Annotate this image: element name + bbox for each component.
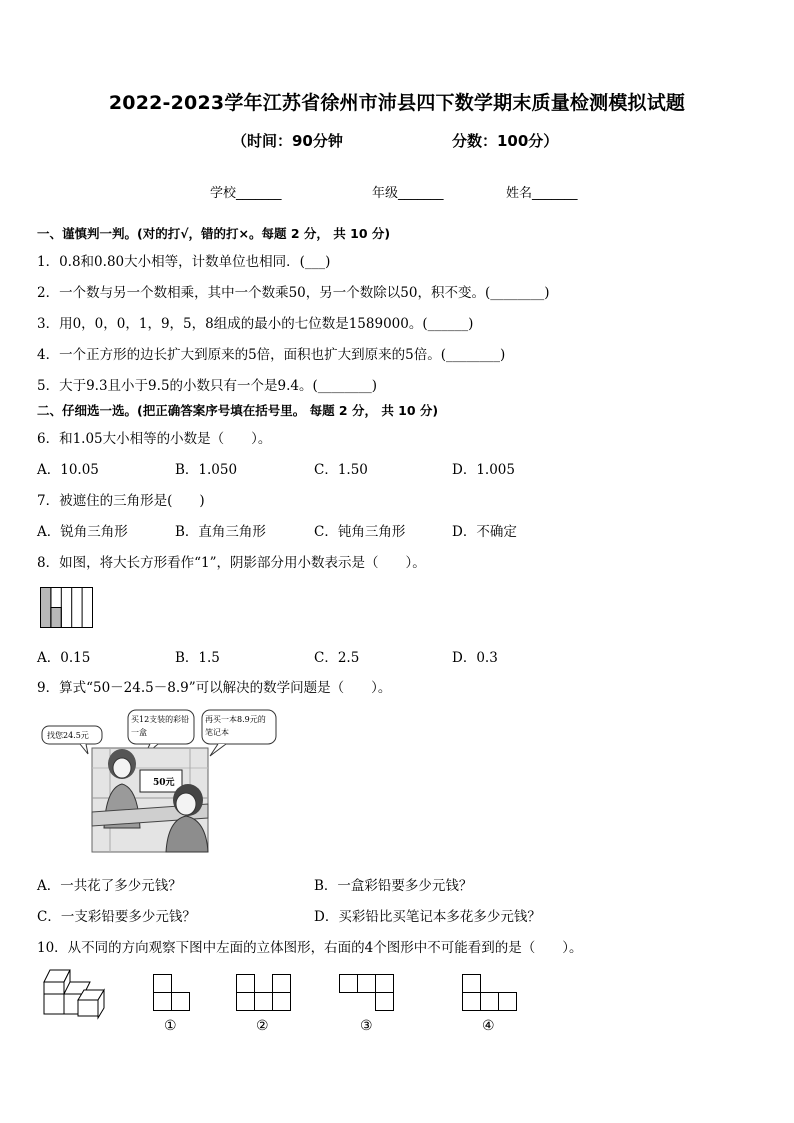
view-4-label: ④ [482, 1018, 495, 1034]
question-4: 4．一个正方形的边长扩大到原来的5倍，面积也扩大到原来的5倍。(________) [37, 347, 506, 363]
q8-option-b: B．1.5 [175, 650, 220, 666]
grade-field: 年级_______ [372, 186, 444, 201]
question-7: 7．被遮住的三角形是( ) [37, 493, 205, 509]
view-3-label: ③ [360, 1018, 373, 1034]
view-1-label: ① [164, 1018, 177, 1034]
bill-label: 50元 [153, 778, 175, 788]
question-1: 1．0.8和0.80大小相等，计数单位也相同．(___) [37, 254, 331, 270]
question-9: 9．算式“50－24.5－8.9”可以解决的数学问题是（ ）。 [37, 680, 392, 696]
view-1 [153, 974, 191, 1012]
q8-option-d: D．0.3 [452, 650, 498, 666]
q6-option-d: D．1.005 [452, 462, 515, 478]
question-3: 3．用0，0，0，1，9，5，8组成的最小的七位数是1589000。(______) [37, 316, 474, 332]
q6-option-b: B．1.050 [175, 462, 238, 478]
q7-option-c: C．钝角三角形 [314, 524, 406, 540]
school-field: 学校_______ [210, 186, 282, 201]
q6-option-a: A．10.05 [37, 462, 99, 478]
solid-figure [44, 968, 108, 1016]
q9-option-b: B．一盒彩铅要多少元钱？ [314, 878, 473, 894]
q9-option-c: C．一支彩铅要多少元钱？ [37, 909, 196, 925]
question-5: 5．大于9.3且小于9.5的小数只有一个是9.4。(________) [37, 378, 378, 394]
time-limit: （时间：90分钟 [232, 132, 343, 150]
q7-option-b: B．直角三角形 [175, 524, 266, 540]
view-4 [462, 974, 519, 1012]
question-2: 2．一个数与另一个数相乘，其中一个数乘50，另一个数除以50，积不变。(________) [37, 285, 550, 301]
view-2 [236, 974, 293, 1012]
bubble-change: 找您24.5元 [47, 731, 89, 740]
q9-option-a: A．一共花了多少元钱？ [37, 878, 182, 894]
view-2-label: ② [256, 1018, 269, 1034]
section-2-heading: 二、仔细选一选。(把正确答案序号填在括号里。 每题 2 分， 共 10 分) [37, 403, 439, 418]
question-6: 6．和1.05大小相等的小数是（ ）。 [37, 431, 272, 447]
bubble-pencils: 买12支装的彩铅一盒 [131, 715, 190, 737]
question-10: 10．从不同的方向观察下图中左面的立体图形，右面的4个图形中不可能看到的是（ ）。 [37, 940, 583, 956]
q7-option-a: A．锐角三角形 [37, 524, 128, 540]
question-8: 8．如图，将大长方形看作“1”，阴影部分用小数表示是（ ）。 [37, 555, 426, 571]
total-score: 分数：100分） [452, 132, 559, 150]
section-1-heading: 一、谨慎判一判。(对的打√，错的打×。每题 2 分， 共 10 分) [37, 226, 391, 241]
q7-option-d: D．不确定 [452, 524, 517, 540]
rectangle-figure [40, 587, 93, 629]
q8-option-c: C．2.5 [314, 650, 360, 666]
page-title: 2022-2023学年江苏省徐州市沛县四下数学期末质量检测模拟试题 [108, 92, 686, 114]
q8-option-a: A．0.15 [37, 650, 91, 666]
bubble-notebook: 再买一本8.9元的笔记本 [205, 715, 266, 737]
q9-option-d: D．买彩铅比买笔记本多花多少元钱？ [314, 909, 541, 925]
view-3 [339, 974, 396, 1012]
q6-option-c: C．1.50 [314, 462, 368, 478]
name-field: 姓名_______ [506, 186, 578, 201]
